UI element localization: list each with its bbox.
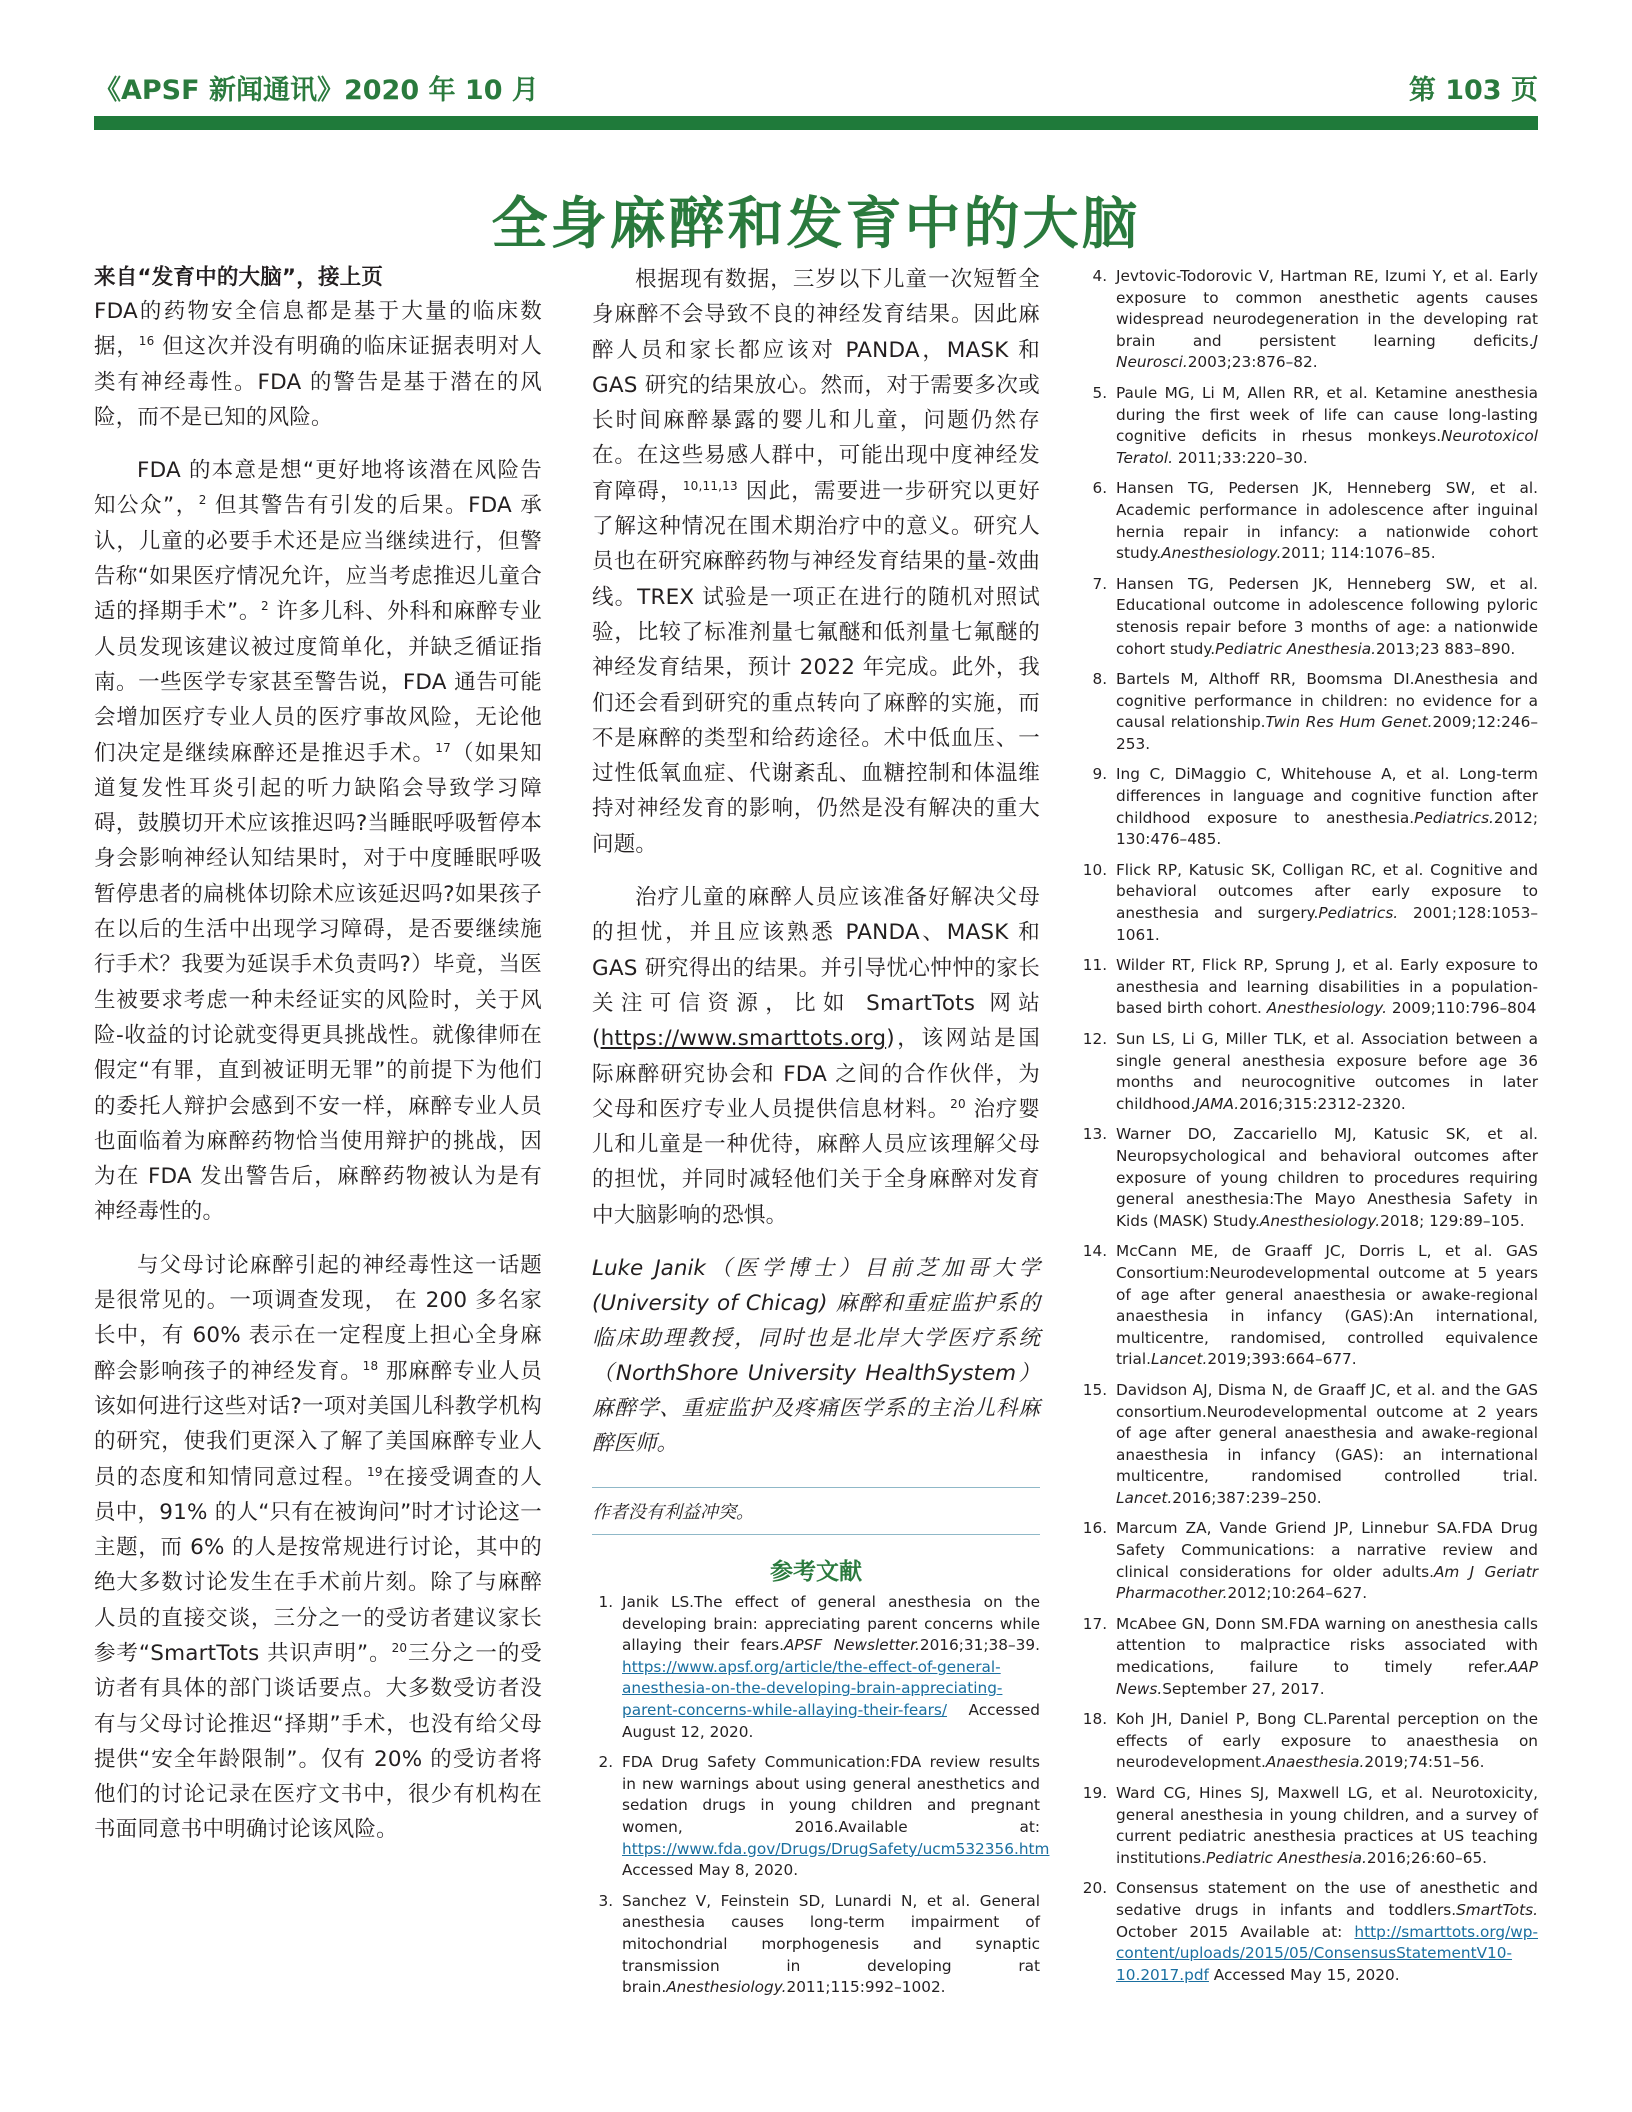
- reference-item: [1112, 955, 1538, 1020]
- reference-authors-title: Ward CG, Hines SJ, Maxwell LG, et al. Neurotoxicity, general anesthesia in young children, and a survey of current pediatric anesthesia practices at US teaching institutions.: [1116, 1784, 1538, 1867]
- citation-superscript: 17: [435, 740, 451, 755]
- reference-authors-title: Koh JH, Daniel P, Bong CL.Parental perception on the effects of early exposure to anaesthesia on neurodevelopment.: [1116, 1710, 1538, 1772]
- paragraph: [94, 453, 542, 1230]
- reference-item: [1112, 669, 1538, 755]
- citation-superscript: 20: [950, 1096, 966, 1111]
- reference-accessed: Accessed August 12, 2020.: [622, 1700, 1040, 1741]
- reference-link[interactable]: https://www.apsf.org/article/the-effect-of-general-anesthesia-on-the-developing-brain-appreciating-parent-concerns-while-allaying-their-fears/: [622, 1657, 1003, 1719]
- reference-journal: AAP News.: [1116, 1658, 1538, 1698]
- paragraph: [592, 880, 1040, 1233]
- text-run: FDA的药物安全信息都是基于大量的临床数据，: [94, 299, 542, 360]
- text-run: 治疗儿童的麻醉人员应该准备好解决父母的担忧，并且应该熟悉 PANDA、MASK 和 GAS 研究得出的结果。并引导忧心忡忡的家长关注可信资源，比如 SmartTots 网站(: [592, 885, 1040, 1052]
- reference-citation: September 27, 2017.: [1162, 1679, 1325, 1698]
- reference-citation: 2018; 129:89–105.: [1380, 1211, 1525, 1230]
- reference-authors-title: Janik LS.The effect of general anesthesia on the developing brain: appreciating parent concerns while allaying their fears.: [622, 1593, 1040, 1655]
- reference-citation: 2019;393:664–677.: [1207, 1350, 1357, 1369]
- reference-citation: 2001;128:1053–1061.: [1116, 904, 1538, 944]
- reference-authors-title: Paule MG, Li M, Allen RR, et al. Ketamine anesthesia during the first week of life can cause long-lasting cognitive deficits in rhesus monkeys.: [1116, 383, 1538, 446]
- reference-item: [1112, 1518, 1538, 1604]
- reference-citation: 2016;315:2312-2320.: [1239, 1094, 1406, 1113]
- text-run: )，该网站是国际麻醉研究协会和 FDA 之间的合作伙伴，为父母和医疗专业人员提供信息材料。: [592, 1026, 1040, 1122]
- reference-citation: 2012; 130:476–485.: [1116, 808, 1538, 849]
- reference-item: [618, 1891, 1040, 1999]
- reference-item: [1112, 1380, 1538, 1510]
- reference-authors-title: Consensus statement on the use of anesthetic and sedative drugs in infants and toddlers.: [1116, 1879, 1538, 1919]
- column-2: [592, 262, 1050, 2008]
- reference-item: [1112, 574, 1538, 660]
- text-run: 与父母讨论麻醉引起的神经毒性这一话题是很常见的。一项调查发现， 在 200 多名家长中，有 60% 表示在一定程度上担心全身麻醉会影响孩子的神经发育。: [94, 1252, 542, 1384]
- reference-item: [1112, 1783, 1538, 1869]
- reference-authors-title: Warner DO, Zaccariello MJ, Katusic SK, et al. Neuropsychological and behavioral outcomes after exposure of young children to procedures requiring general anesthesia:The Mayo Anesthesia Safety in Kids (MASK) Study.: [1116, 1125, 1538, 1230]
- reference-authors-title: Wilder RT, Flick RP, Sprung J, et al. Early exposure to anesthesia and learning disabilities in a population-based birth cohort.: [1116, 956, 1538, 1018]
- reference-citation: October 2015 Available at:: [1116, 1922, 1355, 1941]
- reference-link[interactable]: http://smarttots.org/wp-content/uploads/2015/05/ConsensusStatementV10-10.2017.pdf: [1116, 1922, 1538, 1984]
- reference-journal: SmartTots.: [1456, 1900, 1538, 1919]
- column-1: [94, 262, 542, 1866]
- reference-authors-title: Hansen TG, Pedersen JK, Henneberg SW, et al. Educational outcome in adolescence following pyloric stenosis repair before 3 months of age: a nationwide cohort study.: [1116, 574, 1538, 658]
- reference-accessed: Accessed May 15, 2020.: [1208, 1965, 1400, 1984]
- reference-authors-title: FDA Drug Safety Communication:FDA review results in new warnings about using general anesthetics and sedation drugs in young children and pregnant women, 2016.Available at:: [622, 1753, 1040, 1836]
- text-run: 许多儿科、外科和麻醉专业人员发现该建议被过度简单化，并缺乏循证指南。一些医学专家甚至警告说，FDA 通告可能会增加医疗专业人员的医疗事故风险，无论他们决定是继续麻醉还是推迟手术。: [94, 599, 542, 766]
- reference-item: [1112, 1709, 1538, 1774]
- newsletter-issue-header: 《APSF 新闻通讯》2020 年 10 月: [94, 75, 539, 106]
- reference-item: [1112, 1614, 1538, 1700]
- smarttots-link[interactable]: https://www.smarttots.org: [600, 1026, 887, 1052]
- page-number: 第 103 页: [1408, 75, 1538, 106]
- reference-item: [618, 1752, 1050, 1882]
- reference-journal: Pediatrics.: [1318, 904, 1399, 923]
- reference-journal: Anesthesiology.: [1259, 1211, 1381, 1230]
- reference-citation: 2003;23:876–82.: [1187, 353, 1318, 372]
- citation-superscript: 2: [198, 493, 207, 508]
- reference-citation: 2013;23 883–890.: [1375, 639, 1516, 658]
- reference-authors-title: McCann ME, de Graaff JC, Dorris L, et al. GAS Consortium:Neurodevelopmental outcome at 5 years of age after general anaesthesia or awake-regional anaesthesia in infancy (GAS):An international, multicentre, randomised, controlled equivalence trial.: [1116, 1242, 1538, 1369]
- conflict-statement: 作者没有利益冲突。: [592, 1502, 754, 1524]
- citation-superscript: 20: [391, 1640, 408, 1655]
- reference-authors-title: Ing C, DiMaggio C, Whitehouse A, et al. Long-term differences in language and cognitive function after childhood exposure to anesthesia.: [1116, 765, 1538, 827]
- reference-journal: Twin Res Hum Genet.: [1265, 713, 1433, 732]
- reference-citation: 2009;12:246–253.: [1116, 713, 1538, 753]
- reference-journal: Pediatric Anesthesia.: [1215, 639, 1376, 658]
- reference-journal: J Neurosci.: [1116, 331, 1538, 372]
- reference-link[interactable]: https://www.fda.gov/Drugs/DrugSafety/ucm532356.htm: [622, 1839, 1050, 1858]
- reference-authors-title: Bartels M, Althoff RR, Boomsma DI.Anesthesia and cognitive performance in children: no evidence for a causal relationship.: [1116, 670, 1538, 732]
- reference-authors-title: Flick RP, Katusic SK, Colligan RC, et al. Cognitive and behavioral outcomes after early exposure to anesthesia and surgery.: [1116, 860, 1538, 923]
- reference-journal: Lancet.: [1151, 1350, 1208, 1369]
- reference-journal: Anesthesiology.: [1266, 999, 1387, 1018]
- reference-item: [1112, 764, 1538, 850]
- reference-authors-title: Sanchez V, Feinstein SD, Lunardi N, et al. General anesthesia causes long-term impairment of mitochondrial morphogenesis and synaptic transmission in developing rat brain.: [622, 1891, 1040, 1997]
- reference-item: [1112, 1878, 1538, 1986]
- divider: [592, 1534, 1040, 1535]
- reference-journal: Lancet.: [1116, 1488, 1173, 1507]
- reference-authors-title: Hansen TG, Pedersen JK, Henneberg SW, et al. Academic performance in adolescence after inguinal hernia repair in infancy: a nationwide cohort study.: [1116, 479, 1538, 563]
- reference-citation: 2016;26:60–65.: [1366, 1848, 1488, 1867]
- reference-journal: APSF Newsletter.: [783, 1636, 920, 1655]
- reference-authors-title: McAbee GN, Donn SM.FDA warning on anesthesia calls attention to malpractice risks associated with medications, failure to timely refer.: [1116, 1614, 1538, 1677]
- paragraph: [94, 294, 542, 435]
- paragraph: [94, 1248, 542, 1848]
- reference-item: [618, 1592, 1040, 1743]
- reference-authors-title: Marcum ZA, Vande Griend JP, Linnebur SA.FDA Drug Safety Communications: a narrative review and clinical considerations for older adults.: [1116, 1519, 1538, 1581]
- text-run: 因此，需要进一步研究以更好了解这种情况在围术期治疗中的意义。研究人员也在研究麻醉药物与神经发育结果的量-效曲线。TREX 试验是一项正在进行的随机对照试验，比较了标准剂量七氟醚和低剂量七氟醚的神经发育结果，预计 2022 年完成。此外，我们还会看到研究的重点转向了麻醉的实施，而不是麻醉的类型和给药途径。术中低血压、一过性低氧血症、代谢紊乱、血糖控制和体温维持对神经发育的影响，仍然是没有解决的重大问题。: [592, 478, 1040, 857]
- reference-citation: 2016;387:239–250.: [1172, 1488, 1322, 1507]
- reference-citation: 2016;31;38–39.: [919, 1636, 1040, 1655]
- reference-journal: Anaesthesia.: [1265, 1753, 1365, 1772]
- reference-journal: Anesthesiology.: [1161, 544, 1282, 563]
- citation-superscript: 2: [261, 599, 269, 614]
- reference-item: [1112, 860, 1538, 946]
- reference-citation: 2011;33:220–30.: [1173, 448, 1308, 467]
- reference-item: [1112, 1241, 1538, 1371]
- text-run: 但其警告有引发的后果。FDA 承认，儿童的必要手术还是应当继续进行，但警告称“如果医疗情况允许，应当考虑推迟儿童合适的择期手术”。: [94, 493, 542, 625]
- reference-journal: Neurotoxicol Teratol.: [1116, 427, 1538, 467]
- text-run: 但这次并没有明确的临床证据表明对人类有神经毒性。FDA 的警告是基于潜在的风险，而不是已知的风险。: [94, 334, 543, 430]
- reference-item: [1112, 266, 1538, 374]
- reference-journal: Anesthesiology.: [666, 1978, 787, 1997]
- reference-authors-title: Jevtovic-Todorovic V, Hartman RE, Izumi Y, et al. Early exposure to common anesthetic agents causes widespread neurodegeneration in the developing rat brain and persistent learning deficits.: [1116, 267, 1538, 350]
- text-run: 在接受调查的人员中，91% 的人“只有在被询问”时才讨论这一主题，而 6% 的人是按常规进行讨论，其中的绝大多数讨论发生在手术前片刻。除了与麻醉人员的直接交谈，三分之一的受访者建议家长参考“SmartTots 共识声明”。: [94, 1464, 542, 1666]
- reference-item: [1112, 383, 1538, 469]
- article-title: 全身麻醉和发育中的大脑: [491, 192, 1141, 257]
- reference-citation: 2011; 114:1076–85.: [1281, 544, 1436, 563]
- reference-accessed: Accessed May 8, 2020.: [622, 1861, 799, 1880]
- text-run: 那麻醉专业人员该如何进行这些对话?一项对美国儿科教学机构的研究，使我们更深入了解了美国麻醉专业人员的态度和知情同意过程。: [94, 1358, 543, 1490]
- reference-journal: Pediatrics.: [1414, 808, 1494, 827]
- reference-journal: JAMA.: [1195, 1094, 1240, 1113]
- citation-superscript: 16: [138, 334, 155, 349]
- text-run: 三分之一的受访者有具体的部门谈话要点。大多数受访者没有与父母讨论推迟“择期”手术，也没有给父母提供“安全年龄限制”。仅有 20% 的受访者将他们的讨论记录在医疗文书中，很少有机构在书面同意书中明确讨论该风险。: [94, 1640, 542, 1843]
- citation-superscript: 19: [367, 1464, 383, 1479]
- reference-list: [1086, 266, 1538, 1986]
- continued-from-label: 来自“发育中的大脑”，接上页: [94, 265, 384, 290]
- reference-citation: 2011;115:992–1002.: [786, 1978, 946, 1997]
- author-bio: Luke Janik（医学博士）目前芝加哥大学 (University of Chicag) 麻醉和重症监护系的临床助理教授，同时也是北岸大学医疗系统（NorthShore University HealthSystem）麻醉学、重症监护及疼痛医学系的主治儿科麻醉医师。: [592, 1256, 1040, 1457]
- text-run: 治疗婴儿和儿童是一种优待，麻醉人员应该理解父母的担忧，并同时减轻他们关于全身麻醉对发育中大脑影响的恐惧。: [592, 1096, 1040, 1228]
- text-run: FDA 的本意是想“更好地将该潜在风险告知公众”，: [94, 458, 542, 519]
- reference-journal: Am J Geriatr Pharmacother.: [1116, 1562, 1538, 1603]
- citation-superscript: 18: [362, 1358, 379, 1373]
- reference-authors-title: Sun LS, Li G, Miller TLK, et al. Association between a single general anesthesia exposure before age 36 months and neurocognitive outcomes in later childhood.: [1116, 1030, 1538, 1113]
- reference-citation: 2019;74:51–56.: [1364, 1753, 1485, 1772]
- paragraph: [592, 262, 1040, 862]
- text-run: 根据现有数据，三岁以下儿童一次短暂全身麻醉不会导致不良的神经发育结果。因此麻醉人员和家长都应该对 PANDA，MASK 和 GAS 研究的结果放心。然而，对于需要多次或长时间麻醉暴露的婴儿和儿童，问题仍然存在。在这些易感人群中，可能出现中度神经发育障碍，: [592, 267, 1040, 504]
- reference-item: [1112, 1029, 1538, 1115]
- reference-item: [1112, 478, 1538, 564]
- citation-superscript: 10,11,13: [682, 478, 738, 493]
- reference-authors-title: Davidson AJ, Disma N, de Graaff JC, et al. and the GAS consortium.Neurodevelopmental outcome at 2 years of age after general anaesthesia and awake-regional anaesthesia in infancy (GAS): an international multicentre, randomised controlled trial.: [1116, 1380, 1538, 1486]
- reference-journal: Pediatric Anesthesia.: [1206, 1848, 1367, 1867]
- reference-citation: 2009;110:796–804: [1386, 999, 1537, 1018]
- text-run: （如果知道复发性耳炎引起的听力缺陷会导致学习障碍，鼓膜切开术应该推迟吗?当睡眠呼吸暂停本身会影响神经认知结果时，对于中度睡眠呼吸暂停患者的扁桃体切除术应该延迟吗?如果孩子在以后的生活中出现学习障碍，是否要继续施行手术？我要为延误手术负责吗?）毕竟，当医生被要求考虑一种未经证实的风险时，关于风险-收益的讨论就变得更具挑战性。就像律师在假定“有罪，直到被证明无罪”的前提下为他们的委托人辩护会感到不安一样，麻醉专业人员也面临着为麻醉药物恰当使用辩护的挑战，因为在 FDA 发出警告后，麻醉药物被认为是有神经毒性的。: [94, 740, 542, 1225]
- reference-item: [1112, 1124, 1538, 1232]
- header-rule: [94, 116, 1538, 130]
- reference-list: [592, 1592, 1050, 1999]
- column-3: [1086, 266, 1538, 1995]
- reference-citation: 2012;10:264–627.: [1227, 1584, 1368, 1603]
- references-heading: 参考文献: [770, 1559, 862, 1586]
